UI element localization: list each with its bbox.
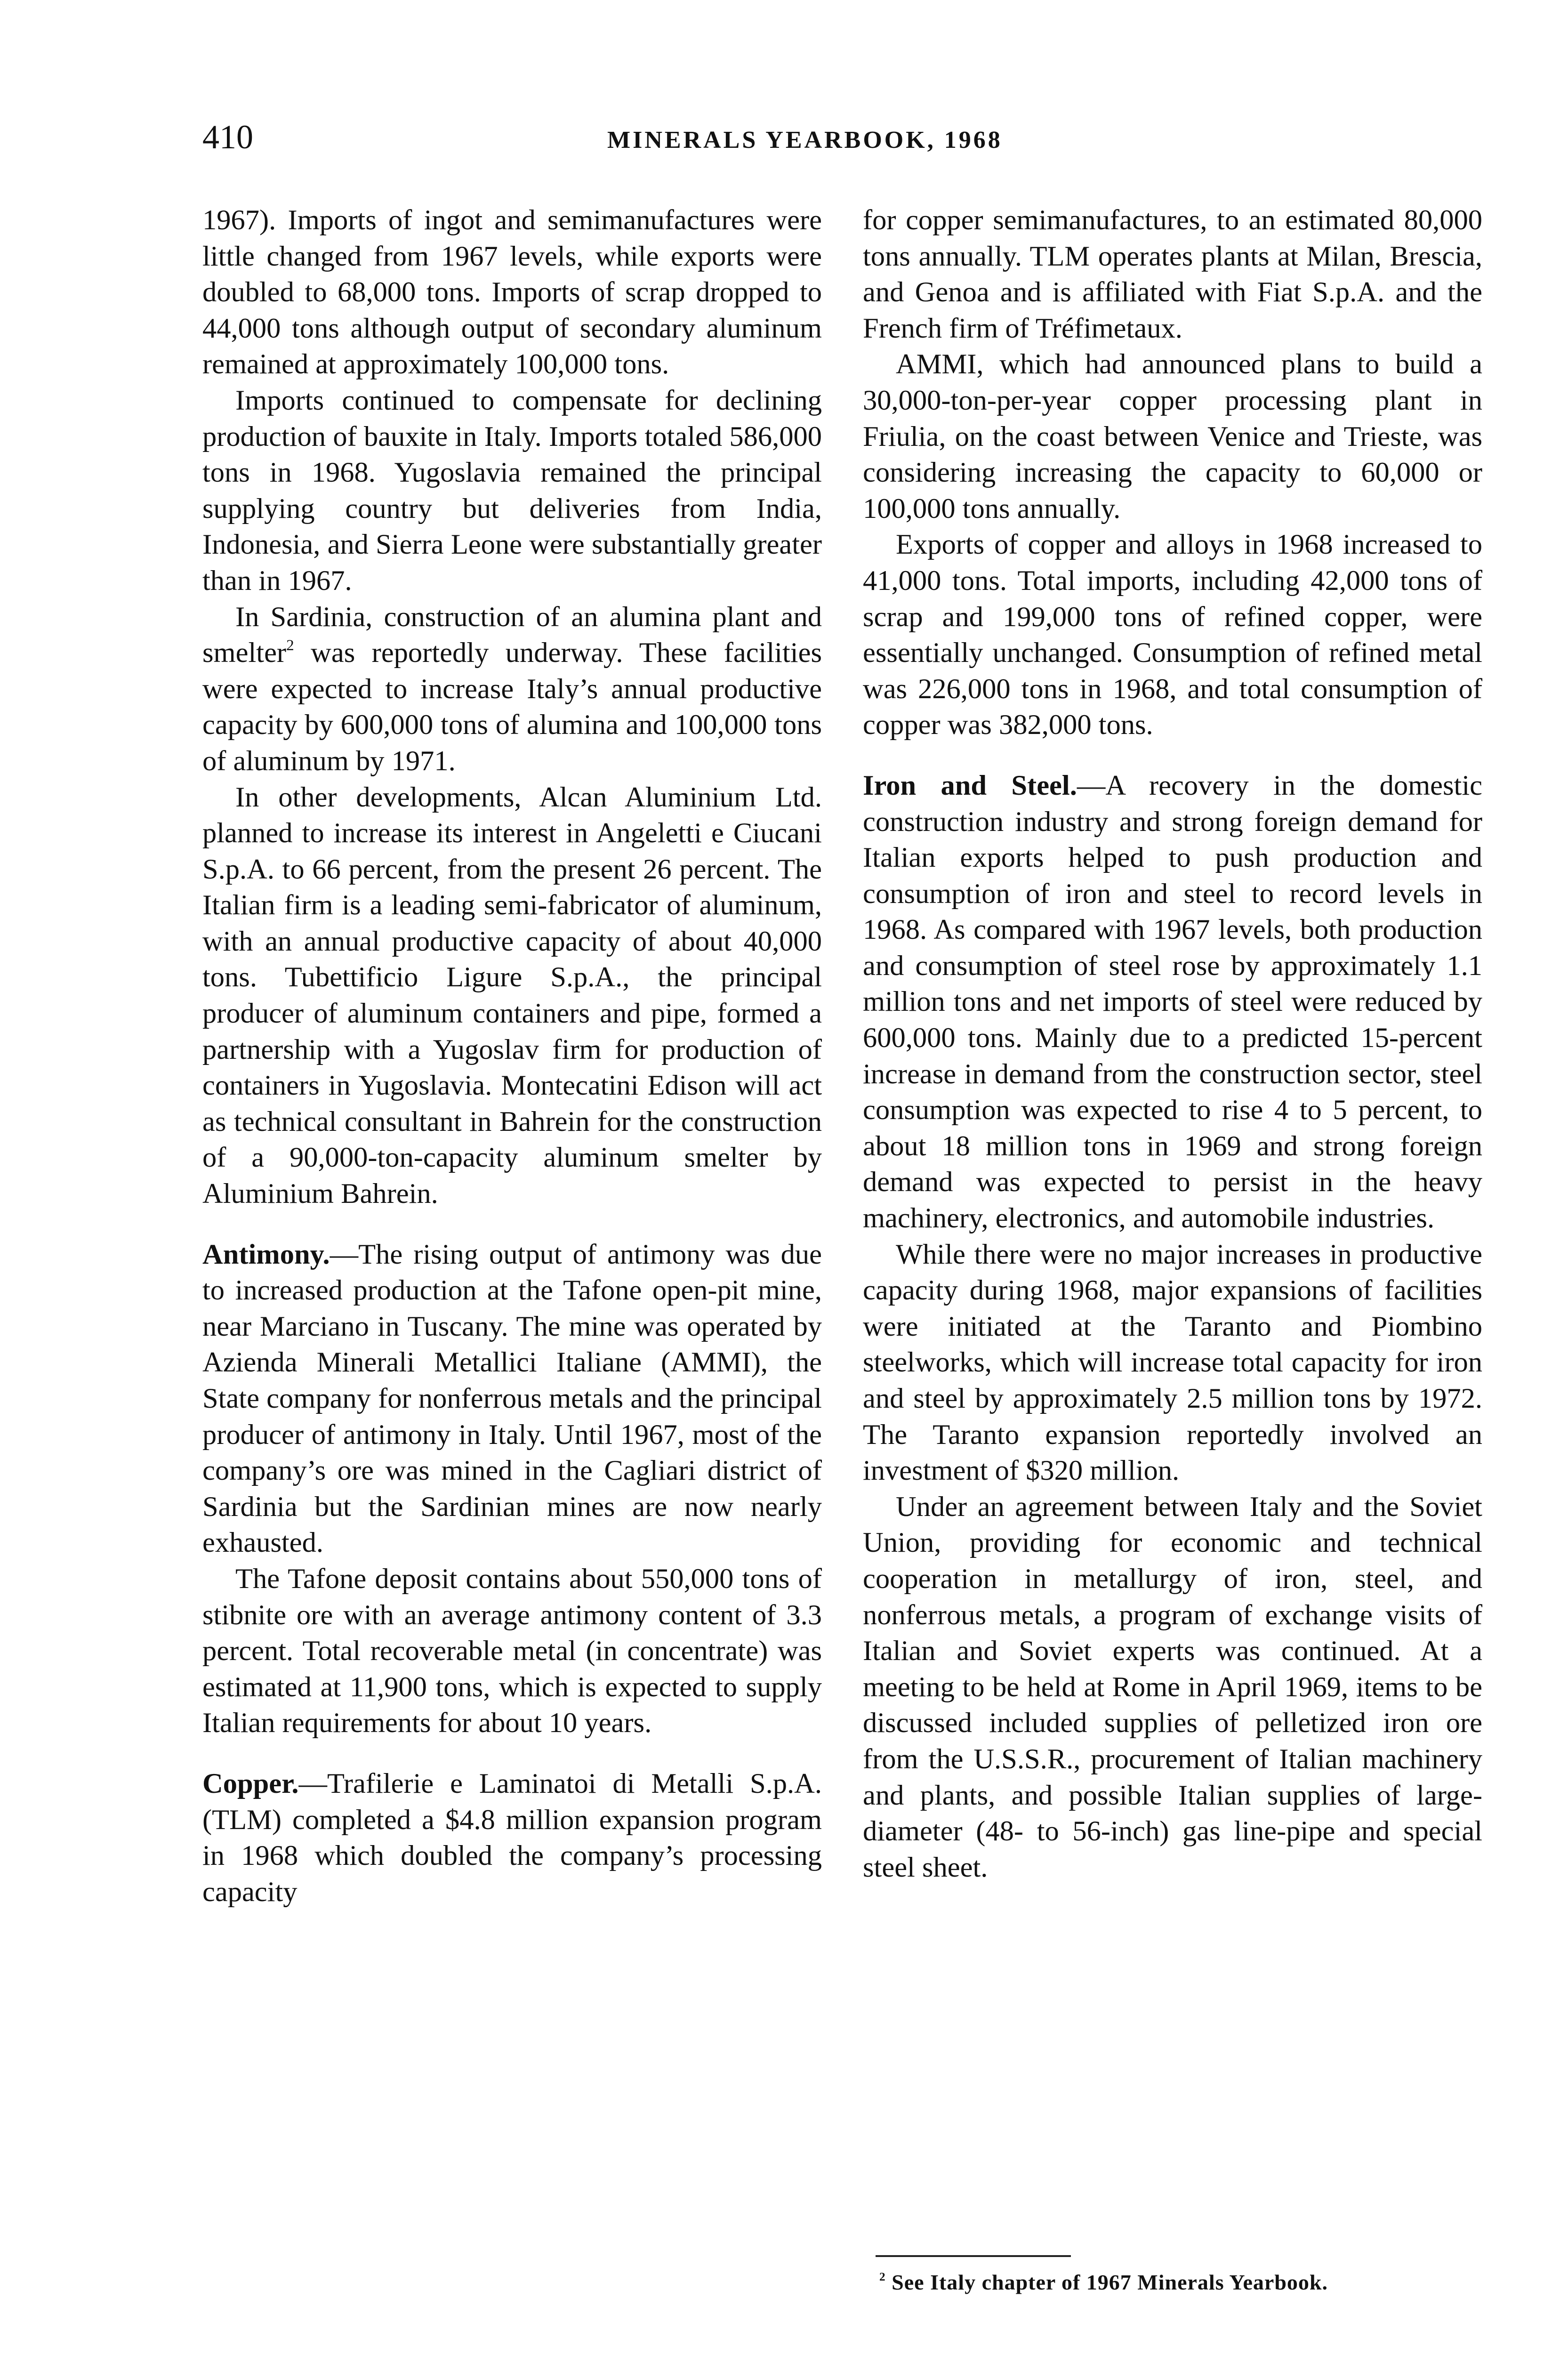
iron-steel-text: —A recovery in the domestic construction industry and strong foreign demand for Italian exports helped to push production and consumption of iron and steel to record levels in 1968. As compared with 1967 levels, both production and consumption of steel rose by approximately 1.1 million tons and net imports of steel were reduced by 600,000 tons. Mainly due to a predicted 15-percent increase in demand from the construction sector, steel consumption was expected to rise 4 to 5 percent, to about 18 million tons in 1969 and strong foreign demand was expected to persist in the heavy machinery, electronics, and automobile industries.: [863, 769, 1482, 1234]
paragraph-aluminum-trade: 1967). Imports of ingot and semimanufactures were little changed from 1967 levels, while exports were doubled to 68,000 tons. Imports of scrap dropped to 44,000 tons although output of secondary aluminum remained at approximately 100,000 tons.: [202, 204, 822, 380]
left-column: [202, 202, 822, 1910]
paragraph-bauxite-imports: Imports continued to compensate for declining production of bauxite in Italy. Imports totaled 586,000 tons in 1968. Yugoslavia remained the principal supplying country but deliveries from India, Indonesia, and Sierra Leone were substantially greater than in 1967.: [202, 384, 822, 597]
footnote: [879, 2268, 1328, 2297]
paragraph-copper-trade: Exports of copper and alloys in 1968 increased to 41,000 tons. Total imports, including 42,000 tons of scrap and 199,000 tons of refined copper, were essentially unchanged. Consumption of refined metal was 226,000 tons in 1968, and total consumption of copper was 382,000 tons.: [863, 529, 1482, 741]
section-heading-iron-steel: Iron and Steel.: [863, 769, 1077, 801]
paragraph-soviet-agreement: Under an agreement between Italy and the Soviet Union, providing for economic and technical cooperation in metallurgy of iron, steel, and nonferrous metals, a program of exchange visits of Italian and Soviet experts was continued. At a meeting to be held at Rome in April 1969, items to be discussed included supplies of pelletized iron ore from the U.S.S.R., procurement of Italian machinery and plants, and possible Italian supplies of large-diameter (48- to 56-inch) gas line-pipe and special steel sheet.: [863, 1491, 1482, 1883]
antimony-text: —The rising output of antimony was due to increased production at the Tafone open-pit mine, near Marciano in Tuscany. The mine was operated by Azienda Minerali Metallici Italiane (AMMI), the State company for nonferrous metals and the principal producer of antimony in Italy. Until 1967, most of the company’s ore was mined in the Cagliari district of Sardinia but the Sardinian mines are now nearly exhausted.: [202, 1238, 822, 1559]
section-heading-copper: Copper.: [202, 1767, 299, 1799]
footnote-divider: [876, 2255, 1071, 2257]
right-column: [863, 202, 1482, 1886]
paragraph-ammi-plant: AMMI, which had announced plans to build a 30,000-ton-per-year copper processing plant in Friulia, on the coast between Venice and Trieste, was considering increasing the capacity to 60,000 or 100,000 tons annually.: [863, 348, 1482, 524]
page-number: 410: [202, 118, 253, 156]
copper-text: —Trafilerie e Laminatoi di Metalli S.p.A. (TLM) completed a $4.8 million expansion program in 1968 which doubled the company’s processing capacity: [202, 1767, 822, 1908]
paragraph-iron-steel: [863, 768, 1482, 1237]
running-head: MINERALS YEARBOOK, 1968: [607, 127, 1003, 153]
paragraph-capacity-expansion: While there were no major increases in productive capacity during 1968, major expansions of facilities were initiated at the Taranto and Piombino steelworks, which will increase total capacity for iron and steel by approximately 2.5 million tons by 1972. The Taranto expansion reportedly involved an investment of $320 million.: [863, 1238, 1482, 1487]
paragraph-tafone-deposit: The Tafone deposit contains about 550,000 tons of stibnite ore with an average antimony content of 3.3 percent. Total recoverable metal (in concentrate) was estimated at 11,900 tons, which is expected to supply Italian requirements for about 10 years.: [202, 1563, 822, 1739]
footnote-reference: 2: [286, 637, 294, 654]
section-heading-antimony: Antimony.: [202, 1238, 330, 1270]
footnote-text: See Italy chapter of 1967 Minerals Yearbook.: [885, 2270, 1328, 2294]
footnote-marker: 2: [879, 2270, 886, 2284]
paragraph-antimony: [202, 1237, 822, 1561]
paragraph-sardinia-smelter: [202, 599, 822, 780]
paragraph-copper: [202, 1766, 822, 1910]
paragraph-other-developments: In other developments, Alcan Aluminium Ltd. planned to increase its interest in Angeletti e Ciucani S.p.A. to 66 percent, from the present 26 percent. The Italian firm is a leading semi-fabricator of aluminum, with an annual productive capacity of about 40,000 tons. Tubettificio Ligure S.p.A., the principal producer of aluminum containers and pipe, formed a partnership with a Yugoslav firm for production of containers in Yugoslavia. Montecatini Edison will act as technical consultant in Bahrein for the construction of a 90,000-ton-capacity aluminum smelter by Aluminium Bahrein.: [202, 781, 822, 1210]
paragraph-sardinia-text-b: was reportedly underway. These facilities were expected to increase Italy’s annual productive capacity by 600,000 tons of alumina and 100,000 tons of aluminum by 1971.: [202, 637, 822, 777]
paragraph-tlm: for copper semimanufactures, to an estimated 80,000 tons annually. TLM operates plants at Milan, Brescia, and Genoa and is affiliated with Fiat S.p.A. and the French firm of Tréfimetaux.: [863, 204, 1482, 344]
paragraph-sardinia-text-a: In Sardinia, construction of an alumina plant and smelter: [202, 601, 822, 669]
